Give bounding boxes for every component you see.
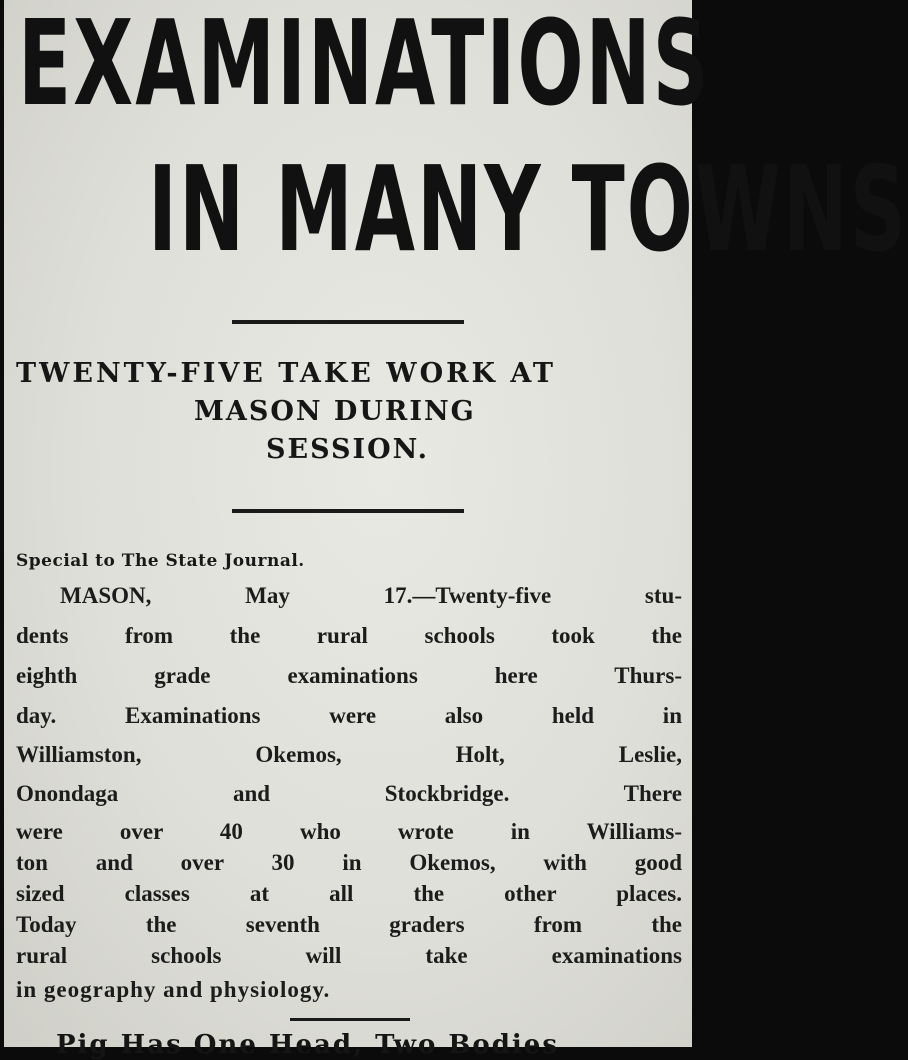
body-line: eighth grade examinations here Thurs- bbox=[16, 663, 682, 688]
body-line: MASON, May 17.—Twenty-five stu- bbox=[60, 583, 682, 608]
body-line: Williamston, Okemos, Holt, Leslie, bbox=[16, 742, 682, 767]
next-article-headline: Pig Has One Head, Two Bodies bbox=[56, 1030, 559, 1060]
body-line: rural schools will take examinations bbox=[16, 943, 682, 968]
dateline: Special to The State Journal. bbox=[16, 551, 305, 571]
divider-rule-bottom bbox=[290, 1018, 410, 1021]
body-line: in geography and physiology. bbox=[16, 977, 331, 1002]
headline-line-2: IN MANY TOWNS bbox=[148, 140, 908, 278]
subheadline-line-3: SESSION. bbox=[266, 434, 429, 465]
headline-line-1: EXAMINATIONS bbox=[18, 0, 711, 132]
body-line: dents from the rural schools took the bbox=[16, 623, 682, 648]
body-line: day. Examinations were also held in bbox=[16, 703, 682, 728]
divider-rule-top bbox=[232, 320, 464, 324]
subheadline-line-1: TWENTY-FIVE TAKE WORK AT bbox=[16, 358, 556, 389]
body-line: sized classes at all the other places. bbox=[16, 881, 682, 906]
divider-rule-middle bbox=[232, 509, 464, 513]
body-line: were over 40 who wrote in Williams- bbox=[16, 819, 682, 844]
body-line: ton and over 30 in Okemos, with good bbox=[16, 850, 682, 875]
body-line: Onondaga and Stockbridge. There bbox=[16, 781, 682, 806]
subheadline-line-2: MASON DURING bbox=[194, 396, 476, 427]
body-line: Today the seventh graders from the bbox=[16, 912, 682, 937]
newspaper-clipping bbox=[4, 0, 908, 1060]
